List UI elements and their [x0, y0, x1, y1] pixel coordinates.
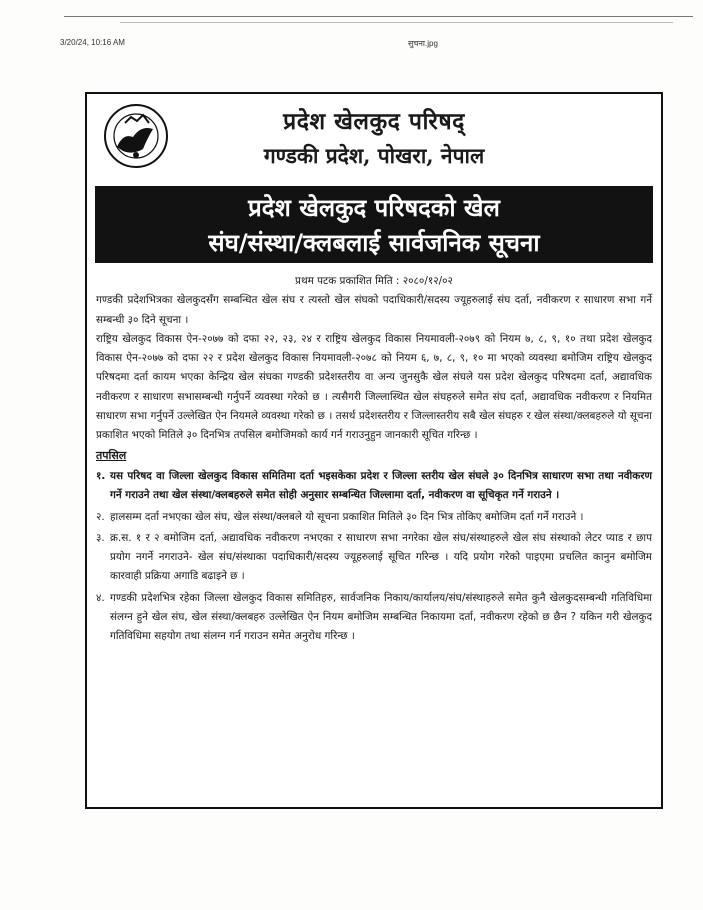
list-item	[96, 589, 652, 647]
list-item	[96, 508, 652, 527]
list-item	[96, 467, 652, 506]
list-item-text: क्र.स. १ र २ बमोजिम दर्ता, अद्यावधिक नवीकरण नभएका र साधारण सभा नगरेका खेल संघ/संस्थाहरुले खेल संघ संस्थाको लेटर प्याड र छाप प्रयोग नगर्ने नगराउने- खेल संघ/संस्थाका पदाधिकारी/सदस्य ज्यूहरुलाई सूचित गरिन्छ । यदि प्रयोग गरेको पाइएमा प्रचलित कानुन बमोजिम कारवाही प्रक्रिया अगाडि बढाइने छ ।	[110, 531, 652, 583]
list-item-number: २.	[96, 510, 105, 523]
list-item	[96, 529, 652, 587]
list-item-text: यस परिषद वा जिल्ला खेलकुद विकास समितिमा दर्ता भइसकेका प्रदेश र जिल्ला स्तरीय खेल संघले ३० दिनभित्र साधारण सभा तथा नवीकरण गर्ने गराउने तथा खेल संस्था/क्लबहरुले समेत सोही अनुसार सम्बन्धित जिल्लामा दर्ता, नवीकरण वा सूचिकृत गर्ने गराउने ।	[110, 469, 652, 502]
notice-title-line2: संघ/संस्था/क्लबलाई सार्वजनिक सूचना	[208, 229, 540, 257]
public-notice	[85, 92, 663, 809]
list-item-text: गण्डकी प्रदेशभित्र रहेका जिल्ला खेलकुद विकास समितिहरु, सार्वजनिक निकाय/कार्यालय/संघ/संस्थाहरुले समेत कुनै खेलकुदसम्बन्धी गतिविधिमा संलग्न हुने खेल संघ, खेल संस्था/क्लबहरु उल्लेखित ऐन नियम बमोजिम सम्बन्धित निकायमा दर्ता, नवीकरण रहेको छ छैन ? यकिन गरी खेलकुद गतिविधिमा सहयोग तथा संलग्न गर्न गराउन समेत अनुरोध गरिन्छ ।	[110, 591, 652, 643]
list-item-number: ३.	[96, 531, 105, 544]
print-timestamp: 3/20/24, 10:16 AM	[60, 38, 125, 47]
notice-body: राष्ट्रिय खेलकुद विकास ऐन-२०७७ को दफा २२, २३, २४ र राष्ट्रिय खेलकुद विकास नियमावली-२०७९ को नियम ७, ८, ९, १० तथा प्रदेश खेलकुद विकास ऐन-२०७७ को दफा २२ र प्रदेश खेलकुद विकास नियमावली-२०७८ को नियम ६, ७, ८, ९, १० मा भएको व्यवस्था बमोजिम राष्ट्रिय खेलकुद परिषदमा दर्ता कायम भएका केन्द्रिय खेल संघका गण्डकी प्रदेशस्तरीय वा अन्य जुनसुकै खेल संघले यस प्रदेश खेलकुद परिषदमा दर्ता, अद्यावधिक नवीकरण र साधारण सभासम्बन्धी गर्नुपर्ने व्यवस्था गरेको छ । त्यसैगरी जिल्लास्थित खेल संघहरुले समेत संघ दर्ता, अद्यावधिक नवीकरण र नियमित साधारण सभा गर्नुपर्ने उल्लेखित ऐन नियमले व्यवस्था गरेको छ । तसर्थ प्रदेशस्तरीय र जिल्लास्तरीय सबै खेल संघहरु र खेल संस्था/क्लबहरुले यो सूचना प्रकाशित भएको मितिले ३० दिनभित्र तपसिल बमोजिमको कार्य गर्न गराउनुहुन जानकारी सूचित गरिन्छ ।	[96, 332, 652, 442]
notice-intro: गण्डकी प्रदेशभित्रका खेलकुदसँग सम्बन्धित खेल संघ र त्यस्तो खेल संघको पदाधिकारी/सदस्य ज्यूहरुलाई संघ दर्ता, नवीकरण र साधारण सभा गर्ने सम्बन्धी ३० दिने सूचना ।	[96, 294, 652, 326]
notice-title-banner	[95, 186, 653, 263]
notice-content	[96, 272, 652, 647]
publication-date: प्रथम पटक प्रकाशित मिति : २०८०/१२/०२	[295, 275, 453, 287]
notice-title-line1: प्रदेश खेलकुद परिषदको खेल	[248, 194, 500, 222]
schedule-heading: तपसिल	[96, 448, 127, 462]
org-address: गण्डकी प्रदेश, पोखरा, नेपाल	[263, 143, 485, 168]
scan-edge-line	[120, 22, 673, 23]
scan-edge-line	[64, 16, 693, 17]
print-filename: सुचना.jpg	[408, 39, 438, 48]
list-item-text: हालसम्म दर्ता नभएका खेल संघ, खेल संस्था/क्लबले यो सूचना प्रकाशित मितिले ३० दिन भित्र तोकिए बमोजिम दर्ता गर्ने गराउने ।	[110, 510, 584, 523]
list-item-number: १.	[96, 469, 106, 482]
org-name: प्रदेश खेलकुद परिषद्	[283, 108, 465, 135]
list-item-number: ४.	[96, 591, 105, 604]
